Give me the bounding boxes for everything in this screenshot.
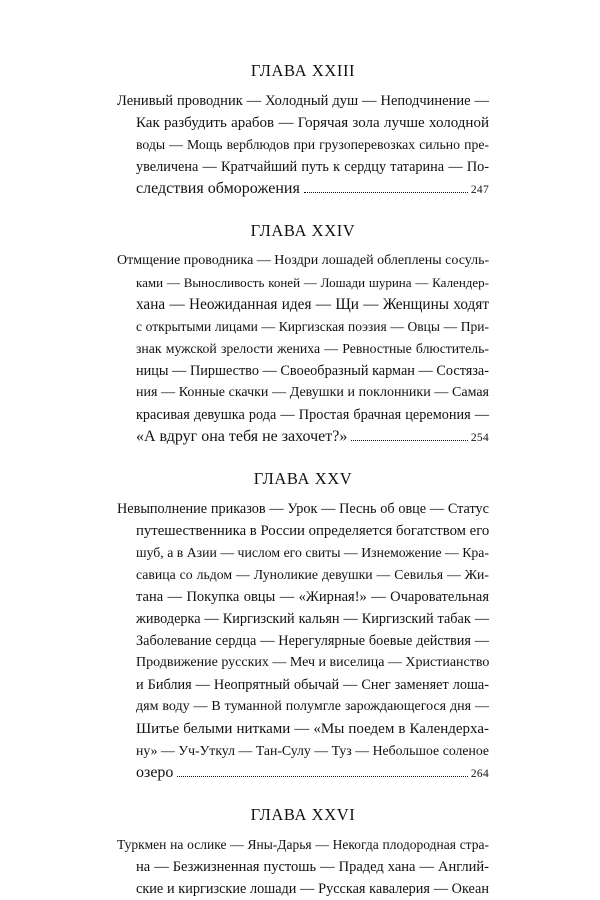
summary-line: Как разбудить арабов — Горячая зола лучше холодной	[136, 115, 489, 131]
summary-line: савица со льдом — Луноликие девушки — Севилья — Жи-	[136, 567, 489, 582]
chapter-gap	[117, 784, 489, 804]
summary-line: ну» — Уч-Уткул — Тан-Сулу — Туз — Небольшое соленое	[136, 743, 489, 758]
dot-leader	[351, 440, 467, 441]
summary-line: Продвижение русских — Меч и виселица — Христианство	[136, 655, 490, 670]
summary-line: Ленивый проводник — Холодный душ — Неподчинение —	[117, 93, 489, 109]
summary-line: Шитье белыми нитками — «Мы поедем в Календерха-	[136, 721, 489, 737]
chapter-summary	[117, 90, 489, 200]
chapter-summary	[117, 834, 489, 900]
dot-leader	[177, 776, 467, 777]
chapter-title: ГЛАВА XXIII	[250, 61, 356, 80]
summary-line: путешественника в России определяется богатством его	[136, 523, 490, 539]
summary-line: воды — Мощь верблюдов при грузоперевозках сильно пре-	[136, 137, 489, 152]
summary-last-line	[136, 426, 489, 448]
summary-line: с открытыми лицами — Киргизская поэзия — Овцы — При-	[136, 319, 489, 334]
page-number: 254	[470, 432, 489, 444]
summary-line: ками — Выносливость коней — Лошади шурина — Календер-	[136, 275, 489, 290]
chapter-xxv	[117, 468, 489, 784]
table-of-contents-page	[117, 60, 489, 900]
chapter-summary	[117, 498, 489, 784]
dot-leader	[304, 192, 468, 193]
page-number: 247	[470, 184, 489, 196]
summary-line: Невыполнение приказов — Урок — Песнь об овце — Статус	[117, 501, 489, 517]
chapter-title: ГЛАВА XXV	[253, 469, 353, 488]
chapter-xxiv	[117, 220, 489, 448]
chapter-title: ГЛАВА XXIV	[250, 221, 356, 240]
summary-line: Заболевание сердца — Нерегулярные боевые действия —	[136, 633, 489, 649]
summary-last-line	[136, 178, 489, 200]
summary-line: ницы — Пиршество — Своеобразный карман — Состяза-	[136, 363, 489, 379]
summary-line: Туркмен на ослике — Яны-Дарья — Некогда плодородная стра-	[117, 837, 489, 852]
page-number: 264	[470, 768, 489, 780]
summary-line: живодерка — Киргизский кальян — Киргизский табак —	[136, 611, 489, 627]
summary-line: красивая девушка рода — Простая брачная церемония —	[136, 407, 489, 423]
chapter-title: ГЛАВА XXVI	[250, 805, 356, 824]
summary-line: тана — Покупка овцы — «Жирная!» — Очаровательная	[136, 589, 489, 605]
summary-last-line	[136, 762, 489, 784]
chapter-summary	[117, 250, 489, 448]
summary-line: увеличена — Кратчайший путь к сердцу татарина — По-	[136, 159, 489, 175]
summary-line: озеро	[136, 764, 174, 781]
summary-line: ские и киргизские лошади — Русская кавалерия — Океан	[136, 881, 489, 897]
summary-line: шуб, а в Азии — числом его свиты — Изнеможение — Кра-	[136, 545, 489, 560]
summary-line: ния — Конные скачки — Девушки и поклонники — Самая	[136, 385, 489, 400]
chapter-xxvi	[117, 804, 489, 900]
summary-line: «А вдруг она тебя не захочет?»	[136, 428, 348, 445]
summary-line: знак мужской зрелости жениха — Ревностные блюститель-	[136, 341, 489, 356]
summary-line: и Библия — Неопрятный обычай — Снег заменяет лоша-	[136, 677, 489, 693]
chapter-gap	[117, 200, 489, 220]
chapter-xxiii	[117, 60, 489, 200]
summary-line: на — Безжизненная пустошь — Прадед хана — Англий-	[136, 859, 489, 875]
summary-line: Отмщение проводника — Ноздри лошадей облеплены сосуль-	[117, 253, 490, 268]
summary-line: следствия обморожения	[136, 180, 300, 197]
summary-line: хана — Неожиданная идея — Щи — Женщины ходят	[136, 296, 489, 313]
summary-line: дям воду — В туманной полумгле зарождающегося дня —	[136, 699, 489, 714]
chapter-gap	[117, 448, 489, 468]
